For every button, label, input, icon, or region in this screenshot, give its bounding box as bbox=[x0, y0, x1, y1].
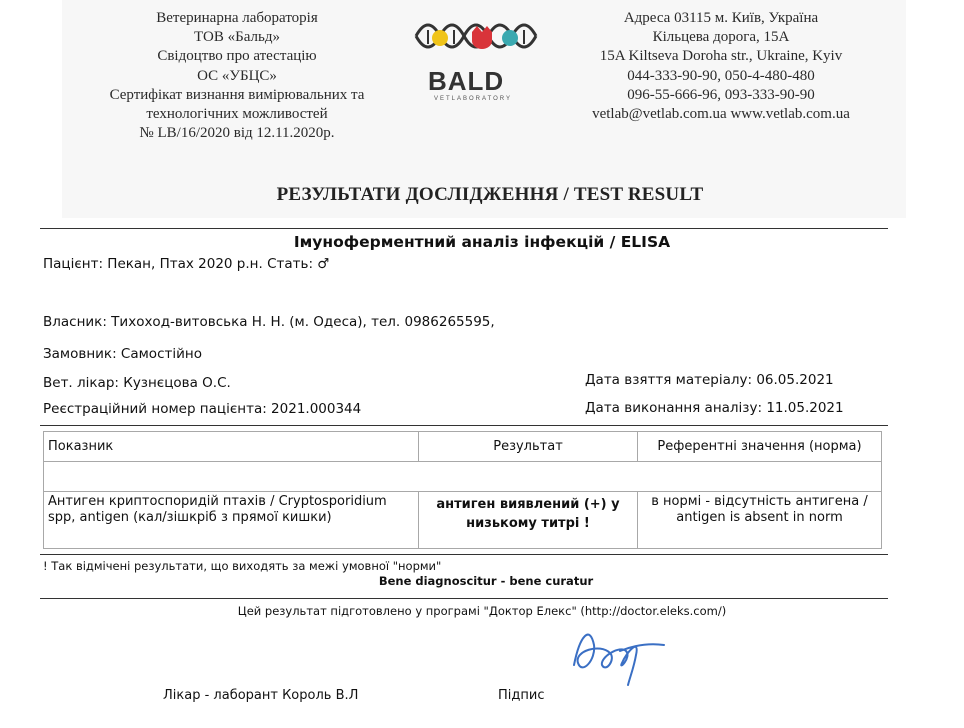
lab-contacts bbox=[566, 9, 876, 124]
registration-number: Реєстраційний номер пацієнта: 2021.000344 bbox=[43, 401, 362, 417]
reference-cell: в нормі - відсутність антигена / antigen is absent in norm bbox=[638, 492, 882, 549]
lab-info-line: № LB/16/2020 від 12.11.2020р. bbox=[139, 125, 335, 142]
customer-info: Замовник: Самостійно bbox=[43, 346, 202, 362]
contact-line: vetlab@vetlab.com.ua www.vetlab.com.ua bbox=[592, 106, 850, 123]
divider bbox=[40, 598, 888, 599]
parameter-cell: Антиген криптоспоридій птахів / Cryptosporidium spp, antigen (кал/зішкріб з прямої кишки) bbox=[44, 492, 419, 549]
owner-info: Власник: Тихоход-витовська Н. Н. (м. Одеса), тел. 0986265595, bbox=[43, 314, 495, 330]
vet-doctor-info: Вет. лікар: Кузнєцова О.С. bbox=[43, 375, 231, 391]
table-header-row bbox=[44, 432, 882, 462]
divider bbox=[40, 228, 888, 229]
software-note: Цей результат підготовлено у програмі "Доктор Елекс" (http://doctor.eleks.com/) bbox=[237, 604, 727, 618]
contact-line: Кільцева дорога, 15А bbox=[652, 29, 790, 46]
lab-info-line: технологічних можливостей bbox=[146, 106, 328, 123]
lab-info bbox=[92, 9, 382, 143]
signature-image bbox=[560, 615, 670, 690]
sample-date: Дата взяття матеріалу: 06.05.2021 bbox=[585, 372, 834, 388]
contact-line: 044-333-90-90, 050-4-480-480 bbox=[627, 67, 815, 84]
header-reference: Референтні значення (норма) bbox=[638, 432, 882, 462]
result-cell: антиген виявлений (+) у низькому титрі ! bbox=[419, 492, 638, 549]
logo-dot-yellow bbox=[432, 30, 448, 46]
contact-line: 096-55-666-96, 093-333-90-90 bbox=[627, 86, 815, 103]
table-row bbox=[44, 462, 882, 492]
empty-cell bbox=[44, 462, 882, 492]
contact-line: Адреса 03115 м. Київ, Україна bbox=[623, 10, 819, 26]
divider bbox=[40, 554, 888, 555]
patient-info: Пацієнт: Пекан, Птах 2020 р.н. Стать: ♂ bbox=[43, 256, 330, 272]
footnote: ! Так відмічені результати, що виходять за межі умовної "норми" bbox=[43, 559, 442, 573]
logo-subtitle: VETLABORATORY bbox=[434, 96, 513, 102]
lab-info-line: Сертифікат визнання вимірювальних та bbox=[109, 86, 365, 103]
analysis-title: Імуноферментний аналіз інфекцій / ELISA bbox=[293, 233, 671, 251]
lab-info-line: Ветеринарна лабораторія bbox=[156, 10, 318, 26]
document-title: РЕЗУЛЬТАТИ ДОСЛІДЖЕННЯ / TEST RESULT bbox=[276, 184, 704, 205]
lab-info-line: ТОВ «Бальд» bbox=[194, 29, 280, 46]
lab-technician: Лікар - лаборант Король В.Л bbox=[163, 688, 359, 703]
header-parameter: Показник bbox=[44, 432, 419, 462]
logo-dot-teal bbox=[502, 30, 518, 46]
motto: Bene diagnoscitur - bene curatur bbox=[378, 574, 594, 588]
signature-label: Підпис bbox=[498, 688, 545, 703]
logo-text: BALD bbox=[428, 66, 505, 96]
contact-line: 15A Kiltseva Doroha str., Ukraine, Kyiv bbox=[599, 48, 843, 65]
lab-info-line: Свідоцтво про атестацію bbox=[157, 48, 317, 65]
results-table bbox=[43, 431, 882, 549]
divider bbox=[40, 425, 888, 426]
header-result: Результат bbox=[419, 432, 638, 462]
lab-info-line: ОС «УБЦС» bbox=[197, 67, 277, 84]
analysis-date: Дата виконання аналізу: 11.05.2021 bbox=[585, 400, 844, 416]
table-row bbox=[44, 492, 882, 549]
